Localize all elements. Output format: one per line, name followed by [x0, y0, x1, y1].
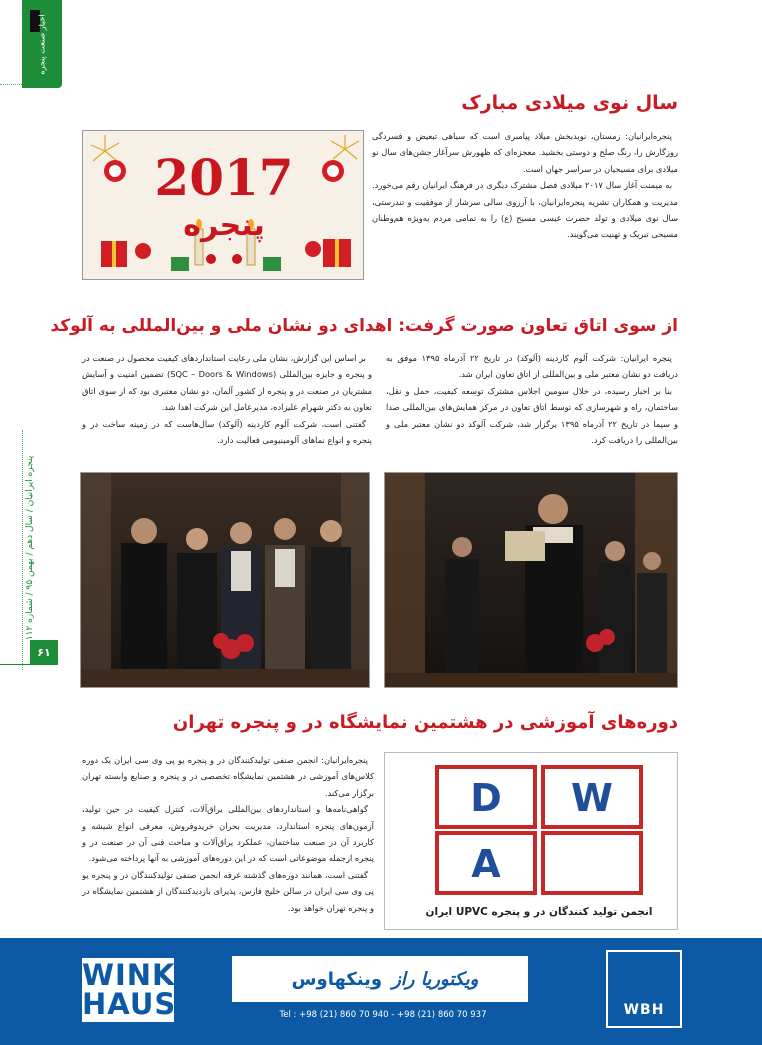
ceremony-scene-left — [81, 473, 370, 688]
article-2-column-right — [386, 350, 678, 448]
christmas-card-art — [83, 131, 364, 280]
article-1-paragraph: به میمنت آغاز سال ۲۰۱۷ میلادی فصل مشترک دیگری در فرهنگ ایرانیان رقم می‌خورد. مدیریت و همکاران نشریه پنجره‌ایرانیان، با آرزوی سالی سرشار از موفقیت و تندرستی، سال نوی میلادی و تولد حضرت عیسی مسیح (ع) را به تمامی مردم به‌ویژه هم‌وطنان مسیحی تبریک و تهنیت می‌گویند. — [372, 180, 678, 240]
card-year: 2017 — [154, 148, 294, 207]
article-3-paragraph: گواهی‌نامه‌ها و استانداردهای بین‌المللی یراق‌آلات، کنترل کیفیت در حین تولید، آزمون‌های پنجره استاندارد، مدیریت بحران خرید‌وفروش، معرفی انواع شیشه و کاربرد آن در صنعت ساختمان، عملکرد یراق‌آلات و مباحث فنی آن در صنعت در و پنجره ازجمله موضوعاتی است که در این دوره‌های آموزشی به آنها پرداخته می‌شود. — [82, 804, 374, 864]
article-2-column-left — [82, 350, 372, 448]
section-tab-label-wrap — [22, 0, 62, 88]
article-1-body — [372, 128, 678, 243]
page-number: ۶۱ — [30, 640, 58, 664]
winkhaus-logo-line1: WINK — [82, 958, 176, 992]
section-tab-label: اخبار صنعت پنجره — [37, 13, 47, 75]
article-3-title: دوره‌های آموزشی در هشتمین نمایشگاه در و پنجره تهران — [172, 712, 678, 733]
award-ceremony-photo-left — [80, 472, 370, 688]
footer-phone: Tel : +98 (21) 860 70 940 - +98 (21) 860 70 937 — [279, 1010, 487, 1020]
article-2-paragraph: بنا بر اخبار رسیده، در خلال سومین اجلاس مشترک توسعه کیفیت، حمل و نقل، ساختمان، راه و شهرسازی که توسط اتاق تعاون در مرکز همایش‌های بین‌المللی صدا و سیما در تاریخ ۲۲ آذرماه ۱۳۹۵ برگزار شد، شرکت آلوکد دو نشان معتبر ملی و بین‌المللی را دریافت کرد. — [386, 385, 678, 446]
article-2-paragraph: گفتنی است، شرکت آلوم کاردینه (آلوکد) سال‌هاست که در زمینه ساخت در و پنجره و انواع نماهای آلومینیومی فعالیت دارد. — [82, 418, 372, 446]
article-2-title: از سوی اتاق تعاون صورت گرفت: اهدای دو نشان ملی و بین‌المللی به آلوکد — [50, 316, 678, 336]
logo-letter-d: D — [470, 776, 502, 820]
winkhaus-logo — [82, 958, 177, 1022]
magazine-info: پنجره ایرانیان / سال دهم / بهمن ۹۵ / شماره ۱۱۲ — [25, 455, 36, 640]
article-1-paragraph: پنجره‌ایرانیان: زمستان، نویدبخش میلاد پیامبری است که سیاهی تبعیض و فسردگی روزگارش را، رنگ صلح و دوستی بخشید. معجزه‌ای که ظهورش سرآغاز جشن‌های سال نو میلادی برای مسیحیان در سراسر جهان است. — [372, 131, 678, 174]
ceremony-scene-right — [385, 473, 678, 688]
dwa-logo — [385, 753, 679, 931]
christmas-card-image — [82, 130, 364, 280]
wbh-logo-text: WBH — [623, 1002, 665, 1018]
logo-caption: انجمن تولید کنندگان در و پنجره UPVC ایران — [425, 906, 653, 918]
tab-dotted-line — [0, 84, 22, 85]
award-ceremony-photo-right — [384, 472, 678, 688]
dwa-logo-box — [384, 752, 678, 930]
center-brand-box — [232, 956, 528, 1002]
article-2-paragraph: بر اساس این گزارش، نشان ملی رعایت استانداردهای کیفیت محصول در صنعت در و پنجره و جایزه بین‌المللی (SQC – Doors & Windows) تضمین امنیت و آسایش مشتریان در صنعت در و پنجره از کشور آلمان، دو نشان معتبری بود که از سوی اتاق تعاون به دکتر شهرام علیزاده، مدیرعامل این شرکت اهدا شد. — [82, 353, 372, 413]
logo-letter-w: W — [571, 776, 613, 820]
logo-letter-a: A — [471, 842, 501, 886]
article-3-body — [82, 752, 374, 916]
center-brand-sub: ویکتوریا راز — [392, 968, 479, 990]
article-2-paragraph: پنجره ایرانیان: شرکت آلوم کاردینه (آلوکد) در تاریخ ۲۲ آذرماه ۱۳۹۵ موفق به دریافت دو نشان معتبر ملی و بین‌المللی از اتاق تعاون ایران شد. — [386, 353, 678, 380]
article-3-paragraph: پنجره‌ایرانیان: انجمن صنفی تولیدکنندگان در و پنجره یو پی وی سی ایران یک دوره کلاس‌های آموزشی در هشتمین نمایشگاه تخصصی در و پنجره و صنایع وابسته تهران برگزار می‌کند. — [82, 755, 374, 798]
card-word: پنجره — [183, 208, 265, 243]
article-3-paragraph: گفتنی است، همانند دوره‌های گذشته غرفه انجمن صنفی تولیدکنندگان در و پنجره یو پی وی سی ایران در سالن خلیج فارس، پذیرای بازدیدکنندگان از هشتمین نمایشگاه در و پنجره تهران خواهد بود. — [82, 869, 374, 913]
center-brand-name: وینکهاوس — [291, 968, 383, 990]
winkhaus-logo-line2: HAUS — [82, 987, 177, 1021]
page-number-rule — [0, 664, 58, 665]
article-1-title: سال نوی میلادی مبارک — [461, 92, 678, 114]
wbh-logo — [606, 950, 682, 1028]
magazine-info-wrap — [0, 430, 60, 665]
